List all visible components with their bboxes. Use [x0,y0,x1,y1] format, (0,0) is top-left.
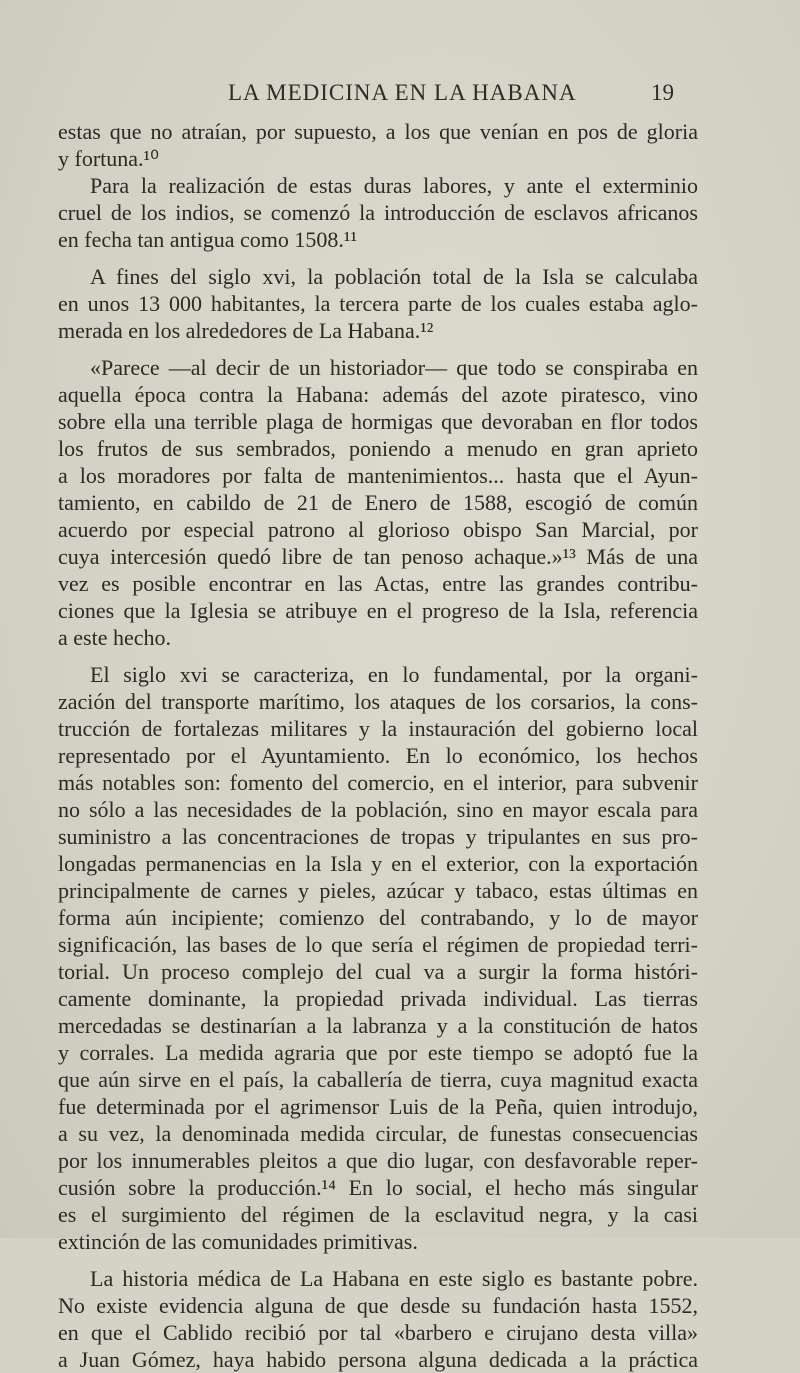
text-line: torial. Un proceso complejo del cual va a surgir la forma históri- [58,959,698,984]
text-line: ciones que la Iglesia se atribuye en el progreso de la Isla, referencia [58,598,698,623]
paragraph [58,118,698,172]
text-line: tamiento, en cabildo de 21 de Enero de 1588, escogió de común [58,490,698,515]
text-line: en unos 13 000 habitantes, la tercera parte de los cuales estaba aglo- [58,291,698,316]
page-header [0,80,800,120]
paragraph [58,1265,698,1373]
text-line: La historia médica de La Habana en este siglo es bastante pobre. [90,1266,698,1291]
text-line: sobre ella una terrible plaga de hormigas que devoraban en flor todos [58,409,698,434]
text-line: zación del transporte marítimo, los ataques de los corsarios, la cons- [58,689,698,714]
text-line: a los moradores por falta de mantenimientos... hasta que el Ayun- [58,463,698,488]
text-line: merada en los alrededores de La Habana.¹² [58,318,434,343]
text-line: aquella época contra la Habana: además del azote piratesco, vino [58,382,698,407]
text-line: más notables son: fomento del comercio, en el interior, para subvenir [58,770,698,795]
text-line: en fecha tan antigua como 1508.¹¹ [58,227,358,252]
text-line: a su vez, la denominada medida circular, de funestas consecuencias [58,1121,698,1146]
body-text [58,118,698,1373]
text-line: Para la realización de estas duras labores, y ante el exterminio [90,173,698,198]
paragraph [58,354,698,651]
text-line: trucción de fortalezas militares y la instauración del gobierno local [58,716,698,741]
text-line: a este hecho. [58,625,171,650]
paragraph [58,263,698,344]
text-line: forma aún incipiente; comienzo del contrabando, y lo de mayor [58,905,698,930]
text-line: es el surgimiento del régimen de la esclavitud negra, y la casi [58,1202,698,1227]
text-line: no sólo a las necesidades de la población, sino en mayor escala para [58,797,698,822]
text-line: estas que no atraían, por supuesto, a los que venían en pos de gloria [58,119,698,144]
text-line: acuerdo por especial patrono al glorioso obispo San Marcial, por [58,517,698,542]
text-line: El siglo xvi se caracteriza, en lo fundamental, por la organi- [90,662,698,687]
text-line: por los innumerables pleitos a que dio lugar, con desfavorable reper- [58,1148,698,1173]
running-head: LA MEDICINA EN LA HABANA [228,80,577,105]
text-line: que aún sirve en el país, la caballería de tierra, cuya magnitud exacta [58,1067,698,1092]
text-line: fue determinada por el agrimensor Luis de la Peña, quien introdujo, [58,1094,698,1119]
text-line: extinción de las comunidades primitivas. [58,1229,418,1254]
text-line: representado por el Ayuntamiento. En lo económico, los hechos [58,743,698,768]
text-line: cusión sobre la producción.¹⁴ En lo social, el hecho más singular [58,1175,698,1200]
text-line: los frutos de sus sembrados, poniendo a menudo en gran aprieto [58,436,698,461]
text-line: y fortuna.¹⁰ [58,146,159,171]
text-line: a Juan Gómez, haya habido persona alguna dedicada a la práctica [58,1347,698,1372]
text-line: No existe evidencia alguna de que desde su fundación hasta 1552, [58,1293,698,1318]
text-line: suministro a las concentraciones de tropas y tripulantes en sus pro- [58,824,698,849]
text-line: longadas permanencias en la Isla y en el exterior, con la exportación [58,851,698,876]
text-line: cruel de los indios, se comenzó la introducción de esclavos africanos [58,200,698,225]
text-line: mercedadas se destinarían a la labranza y a la constitución de hatos [58,1013,698,1038]
text-line: significación, las bases de lo que sería el régimen de propiedad terri- [58,932,698,957]
text-line: A fines del siglo xvi, la población total de la Isla se calculaba [90,264,698,289]
page-number: 19 [651,80,674,105]
paragraph [58,172,698,253]
text-line: camente dominante, la propiedad privada individual. Las tierras [58,986,698,1011]
paragraph [58,661,698,1255]
text-line: cuya intercesión quedó libre de tan penoso achaque.»¹³ Más de una [58,544,698,569]
text-line: «Parece —al decir de un historiador— que todo se conspiraba en [90,355,698,380]
text-line: en que el Cablido recibió por tal «barbero e cirujano desta villa» [58,1320,698,1345]
text-line: vez es posible encontrar en las Actas, entre las grandes contribu- [58,571,698,596]
text-line: y corrales. La medida agraria que por este tiempo se adoptó fue la [58,1040,698,1065]
text-line: principalmente de carnes y pieles, azúcar y tabaco, estas últimas en [58,878,698,903]
